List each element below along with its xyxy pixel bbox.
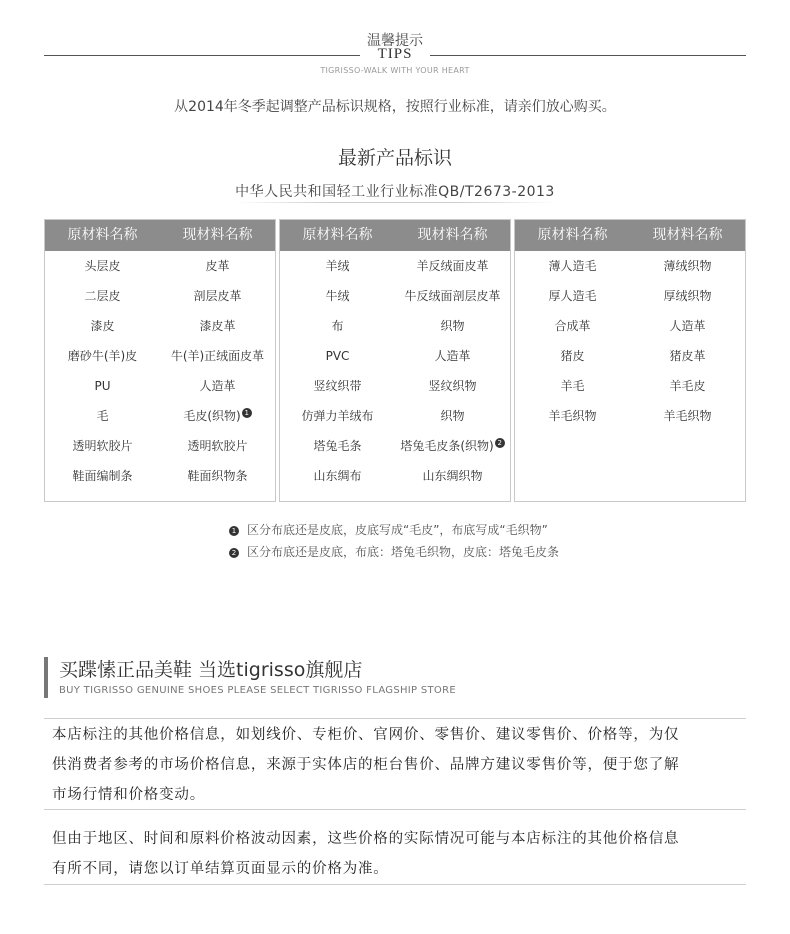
footnote-2-text: 区分布底还是皮底，布底：塔兔毛织物，皮底：塔兔毛皮条 — [247, 545, 560, 559]
divider — [44, 718, 746, 719]
cell-original: PVC — [325, 349, 350, 363]
cell-original: 羊毛织物 — [548, 409, 597, 423]
cell-current: 皮革 — [205, 259, 230, 273]
cell-original: 山东绸布 — [313, 469, 362, 483]
table-row — [45, 371, 275, 401]
paragraph-line: 有所不同，请您以订单结算页面显示的价格为准。 — [52, 861, 389, 877]
table-row — [45, 251, 275, 281]
cell-original: 牛绒 — [325, 289, 350, 303]
paragraph-line: 但由于地区、时间和原料价格波动因素，这些价格的实际情况可能与本店标注的其他价格信息 — [52, 831, 680, 847]
table-row — [515, 341, 745, 371]
table-row — [280, 401, 510, 431]
cell-original: 透明软胶片 — [72, 439, 133, 453]
table-row — [280, 431, 510, 461]
cell-original: 鞋面编制条 — [72, 469, 133, 483]
divider — [44, 884, 746, 885]
paragraph-line: 供消费者参考的市场价格信息，来源于实体店的柜台售价、品牌方建议零售价等，便于您了解 — [52, 757, 680, 773]
cell-current-marked — [395, 431, 510, 461]
header-original-material: 原材料名称 — [302, 227, 373, 243]
header-original-material: 原材料名称 — [537, 227, 608, 243]
paragraph-line: 市场行情和价格变动。 — [52, 787, 205, 803]
cell-original: 羊毛 — [560, 379, 585, 393]
table-row — [45, 461, 275, 491]
material-table-1 — [44, 219, 276, 502]
cell-current: 人造革 — [669, 319, 706, 333]
table-row — [45, 281, 275, 311]
table-header — [280, 220, 510, 251]
cell-current: 透明软胶片 — [187, 439, 248, 453]
table-row — [515, 251, 745, 281]
header-original-material: 原材料名称 — [67, 227, 138, 243]
cell-original: 仿弹力羊绒布 — [301, 409, 374, 423]
cell-original: 磨砂牛(羊)皮 — [67, 349, 138, 363]
table-row — [45, 431, 275, 461]
cell-original: 薄人造毛 — [548, 259, 597, 273]
cell-current: 剖层皮革 — [193, 289, 242, 303]
standard-underline — [235, 202, 555, 203]
page-title: 最新产品标识 — [337, 147, 452, 169]
table-header — [45, 220, 275, 251]
cell-current: 山东绸织物 — [422, 469, 483, 483]
footnote-2 — [229, 543, 559, 560]
material-table-2 — [279, 219, 511, 502]
header-current-material: 现材料名称 — [652, 227, 723, 243]
cell-original: 二层皮 — [84, 289, 121, 303]
cell-current: 塔兔毛皮条(织物) — [400, 439, 494, 453]
cell-current: 厚绒织物 — [663, 289, 712, 303]
cell-current: 薄绒织物 — [663, 259, 712, 273]
cell-current: 鞋面织物条 — [187, 469, 248, 483]
cell-original: 塔兔毛条 — [313, 439, 362, 453]
footnote-mark-1: 1 — [242, 408, 252, 418]
tips-title-en: TIPS — [377, 46, 413, 62]
brand-subtitle: BUY TIGRISSO GENUINE SHOES PLEASE SELECT TIGRISSO FLAGSHIP STORE — [59, 685, 456, 696]
cell-current: 羊反绒面皮革 — [416, 259, 489, 273]
adjustment-notice: 从2014年冬季起调整产品标识规格，按照行业标准，请亲们放心购买。 — [174, 99, 616, 115]
cell-current: 毛皮(织物) — [183, 409, 241, 423]
cell-current: 牛反绒面剖层皮革 — [404, 289, 501, 303]
cell-current: 漆皮革 — [199, 319, 236, 333]
material-table-3 — [514, 219, 746, 502]
footnote-mark-1: 1 — [229, 526, 239, 536]
table-row — [515, 281, 745, 311]
tips-subtitle: TIGRISSO-WALK WITH YOUR HEART — [320, 66, 470, 75]
table-row — [45, 341, 275, 371]
cell-original: 合成革 — [554, 319, 591, 333]
paragraph-line: 本店标注的其他价格信息，如划线价、专柜价、官网价、零售价、建议零售价、价格等，为仅 — [52, 727, 680, 743]
table-row — [280, 341, 510, 371]
table-row — [515, 401, 745, 431]
footnote-mark-2: 2 — [229, 548, 239, 558]
cell-original: 羊绒 — [325, 259, 350, 273]
price-info-paragraph-2 — [44, 824, 746, 884]
brand-accent-bar — [44, 657, 48, 698]
cell-original: 布 — [331, 319, 344, 333]
header-current-material: 现材料名称 — [417, 227, 488, 243]
table-row — [280, 461, 510, 491]
divider — [44, 809, 746, 810]
table-header — [515, 220, 745, 251]
cell-current: 牛(羊)正绒面皮革 — [170, 349, 265, 363]
footnote-1 — [229, 521, 548, 538]
table-row — [280, 281, 510, 311]
standard-code: 中华人民共和国轻工业行业标准QB/T2673-2013 — [235, 184, 555, 200]
cell-original: 猪皮 — [560, 349, 585, 363]
cell-current: 织物 — [440, 319, 465, 333]
table-row — [280, 251, 510, 281]
cell-current: 羊毛皮 — [669, 379, 706, 393]
table-row — [45, 311, 275, 341]
cell-original: 厚人造毛 — [548, 289, 597, 303]
cell-current: 羊毛织物 — [663, 409, 712, 423]
footnote-1-text: 区分布底还是皮底，皮底写成“毛皮”，布底写成“毛织物” — [247, 523, 548, 537]
table-row — [280, 311, 510, 341]
table-row — [45, 401, 275, 431]
brand-title: 买蹀愫正品美鞋 当选tigrisso旗舰店 — [59, 659, 363, 681]
cell-current: 人造革 — [434, 349, 471, 363]
cell-current: 人造革 — [199, 379, 236, 393]
table-row — [515, 371, 745, 401]
cell-current: 猪皮革 — [669, 349, 706, 363]
cell-original: 头层皮 — [84, 259, 121, 273]
cell-current-marked — [160, 401, 275, 431]
cell-original: PU — [94, 379, 111, 393]
table-row — [515, 311, 745, 341]
table-row — [280, 371, 510, 401]
tips-title-cn: 温馨提示 — [367, 33, 423, 49]
header-current-material: 现材料名称 — [182, 227, 253, 243]
cell-current: 竖纹织物 — [428, 379, 477, 393]
cell-current: 织物 — [440, 409, 465, 423]
price-info-paragraph-1 — [44, 720, 746, 810]
cell-original: 竖纹织带 — [313, 379, 362, 393]
cell-original: 漆皮 — [90, 319, 115, 333]
footnote-mark-2: 2 — [495, 438, 505, 448]
cell-original: 毛 — [96, 409, 109, 423]
